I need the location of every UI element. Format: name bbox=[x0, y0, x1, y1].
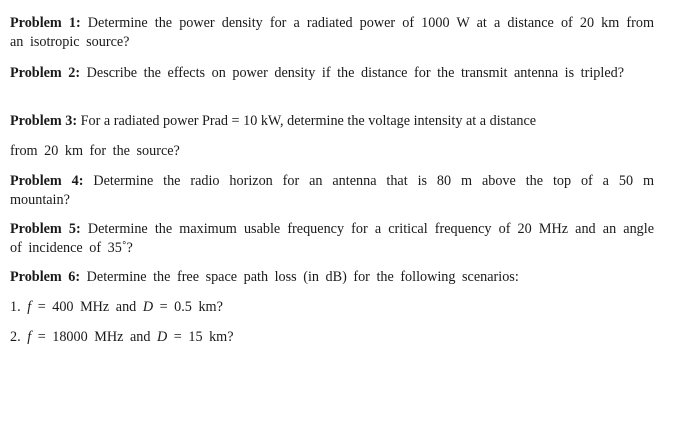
frequency-value: = 18000 MHz and bbox=[37, 329, 151, 345]
problem-6-text: Determine the free space path loss (in dB) for the following scenarios: bbox=[86, 269, 519, 285]
problem-6-item-1 bbox=[10, 298, 654, 317]
problem-1-text: Determine the power density for a radiated power of 1000 W at a distance of 20 km from an isotropic source? bbox=[10, 15, 654, 50]
item-number: 1. bbox=[10, 299, 21, 315]
distance-value: = 15 km? bbox=[173, 329, 234, 345]
problem-5 bbox=[10, 220, 654, 258]
problem-5-label: Problem 5: bbox=[10, 221, 81, 237]
frequency-value: = 400 MHz and bbox=[37, 299, 137, 315]
problem-2-text: Describe the effects on power density if the distance for the transmit antenna is tripled? bbox=[86, 65, 625, 81]
problem-2 bbox=[10, 64, 654, 83]
frequency-symbol: f bbox=[27, 299, 32, 315]
problem-3-label: Problem 3: bbox=[10, 113, 78, 129]
problem-3-text-line1: For a radiated power Prad = 10 kW, determine the voltage intensity at a distance bbox=[80, 113, 537, 129]
problem-5-text: Determine the maximum usable frequency for a critical frequency of 20 MHz and an angle of incidence of 35˚? bbox=[10, 221, 655, 256]
problem-6-item-2 bbox=[10, 328, 654, 347]
problem-3 bbox=[10, 112, 654, 131]
problem-6-label: Problem 6: bbox=[10, 269, 81, 285]
problem-4-label: Problem 4: bbox=[10, 173, 84, 189]
distance-value: = 0.5 km? bbox=[159, 299, 223, 315]
distance-symbol: D bbox=[157, 329, 168, 345]
problem-4-text: Determine the radio horizon for an antenna that is 80 m above the top of a 50 m mountain? bbox=[10, 173, 654, 208]
frequency-symbol: f bbox=[27, 329, 32, 345]
problem-2-label: Problem 2: bbox=[10, 65, 81, 81]
problem-1-label: Problem 1: bbox=[10, 15, 81, 31]
problem-3-text-line2: from 20 km for the source? bbox=[10, 143, 180, 159]
problem-3-continuation bbox=[10, 142, 654, 161]
distance-symbol: D bbox=[142, 299, 154, 315]
problem-4 bbox=[10, 172, 654, 210]
item-number: 2. bbox=[10, 329, 21, 345]
problem-1 bbox=[10, 14, 654, 52]
problem-6 bbox=[10, 268, 654, 287]
